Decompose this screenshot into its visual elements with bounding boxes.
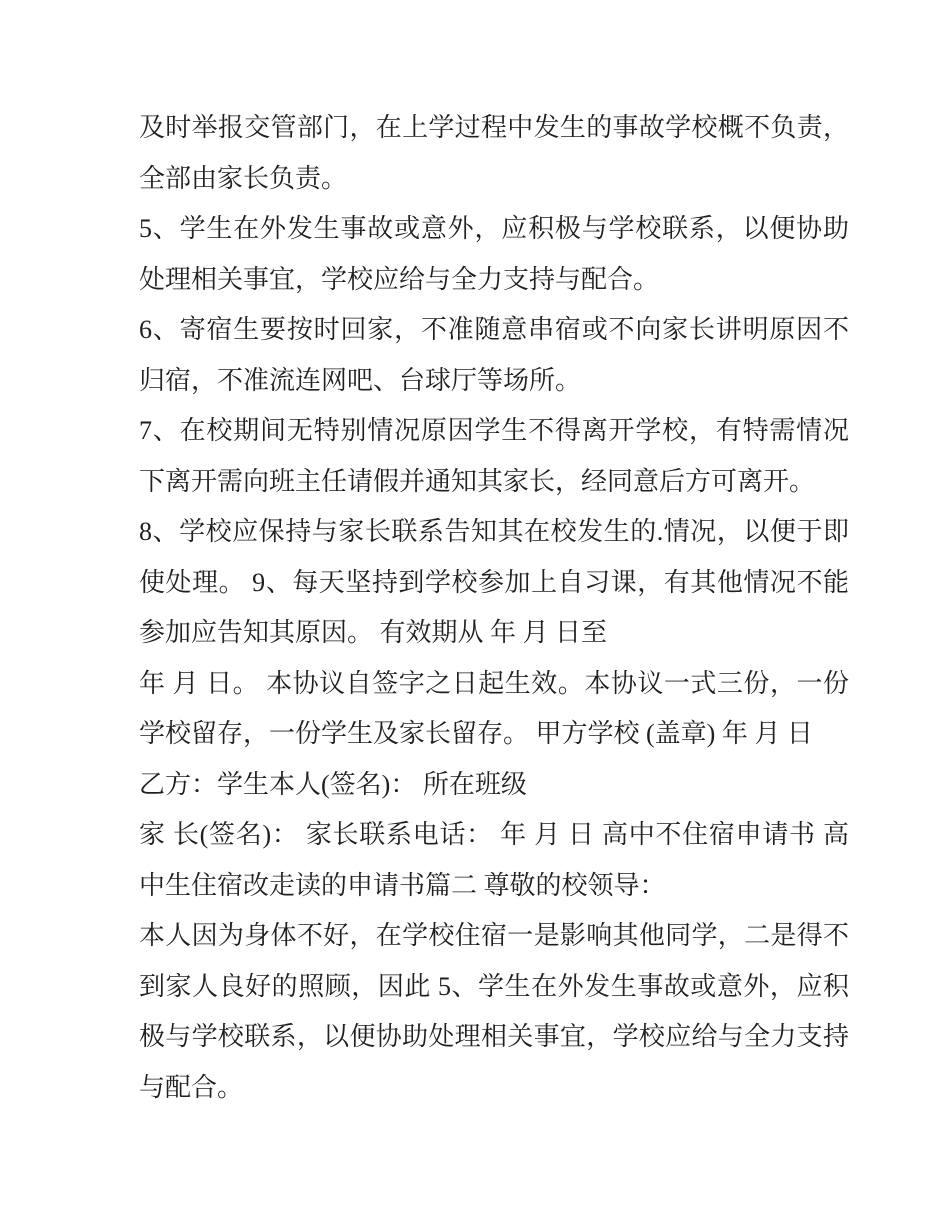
text-line: 7、在校期间无特别情况原因学生不得离开学校，有特需情况 (139, 416, 849, 445)
paragraph-parent-signature (139, 810, 849, 911)
text-line: 参加应告知其原因。 有效期从 年 月 日至 (139, 618, 608, 647)
text-line: 到家人良好的照顾，因此 5、学生在外发生事故或意外，应积 (139, 971, 849, 1001)
paragraph-items-8-9-validity (139, 507, 849, 659)
paragraph-item-7 (139, 406, 849, 507)
text-line: 下离开需向班主任请假并通知其家长，经同意后方可离开。 (139, 466, 816, 496)
text-line: 乙方：学生本人(签名)： 所在班级 (139, 769, 527, 799)
paragraph-item-5 (139, 204, 849, 305)
text-line: 处理相关事宜，学校应给与全力支持与配合。 (139, 264, 660, 294)
text-line: 使处理。 9、每天坚持到学校参加上自习课，有其他情况不能 (139, 567, 849, 597)
paragraph-intro-liability (139, 103, 849, 204)
paragraph-party-b-signature (139, 760, 849, 811)
text-line: 5、学生在外发生事故或意外，应积极与学校联系，以便协助 (139, 214, 849, 243)
text-line: 中生住宿改走读的申请书篇二 尊敬的校领导： (139, 870, 666, 900)
text-line: 学校留存，一份学生及家长留存。 甲方学校 (盖章) 年 月 日 (139, 719, 813, 748)
text-line: 6、寄宿生要按时回家，不准随意串宿或不向家长讲明原因不 (139, 315, 849, 344)
text-line: 本人因为身体不好，在学校住宿一是影响其他同学，二是得不 (139, 921, 849, 950)
text-line: 与配合。 (139, 1072, 244, 1102)
text-line: 归宿，不准流连网吧、台球厅等场所。 (139, 365, 582, 395)
text-line: 及时举报交管部门，在上学过程中发生的事故学校概不负责， (139, 113, 849, 142)
paragraph-effective-copies (139, 659, 849, 760)
text-line: 家 长(签名)： 家长联系电话： 年 月 日 高中不住宿申请书 高 (139, 820, 849, 849)
text-line: 年 月 日。 本协议自签字之日起生效。本协议一式三份，一份 (139, 668, 849, 698)
text-line: 极与学校联系，以便协助处理相关事宜，学校应给与全力支持 (139, 1022, 849, 1051)
document-body (139, 103, 849, 1113)
paragraph-application-body (139, 911, 849, 1113)
paragraph-item-6 (139, 305, 849, 406)
text-line: 全部由家长负责。 (139, 163, 348, 193)
text-line: 8、学校应保持与家长联系告知其在校发生的.情况，以便于即 (139, 517, 849, 546)
